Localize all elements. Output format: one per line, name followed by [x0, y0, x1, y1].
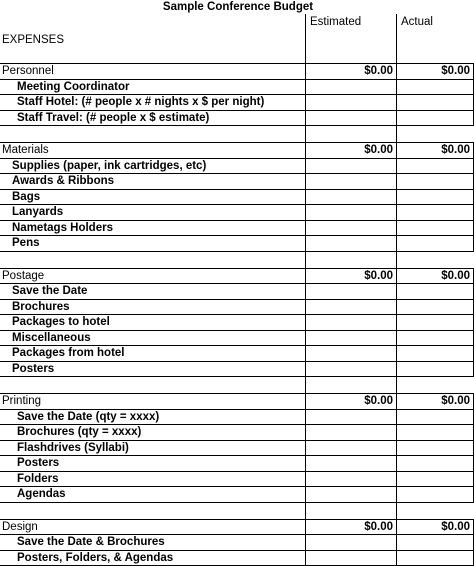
- line-item-label[interactable]: Posters: [0, 362, 305, 378]
- line-item-label[interactable]: Agendas: [0, 487, 305, 503]
- sheet-title[interactable]: Sample Conference Budget: [0, 0, 474, 14]
- spacer-row: [0, 503, 474, 519]
- estimated-cell[interactable]: [305, 346, 396, 362]
- line-item-label[interactable]: Bags: [0, 190, 305, 206]
- actual-cell[interactable]: [396, 535, 474, 551]
- actual-cell[interactable]: [396, 95, 474, 111]
- estimated-cell[interactable]: [305, 80, 396, 96]
- line-item-row: [0, 221, 474, 237]
- group-name[interactable]: Personnel: [0, 64, 305, 80]
- line-item-label[interactable]: Save the Date: [0, 284, 305, 300]
- blank-cell[interactable]: [396, 503, 474, 519]
- line-item-label[interactable]: Save the Date & Brochures: [0, 535, 305, 551]
- blank-cell[interactable]: [305, 252, 396, 268]
- actual-cell[interactable]: [396, 111, 474, 127]
- line-item-row: [0, 190, 474, 206]
- line-item-label[interactable]: Save the Date (qty = xxxx): [0, 410, 305, 426]
- line-item-label[interactable]: Packages from hotel: [0, 346, 305, 362]
- estimated-cell[interactable]: [305, 535, 396, 551]
- line-item-row: [0, 535, 474, 551]
- line-item-label[interactable]: Packages to hotel: [0, 315, 305, 331]
- estimated-cell[interactable]: [305, 472, 396, 488]
- line-item-row: [0, 159, 474, 175]
- line-item-row: [0, 425, 474, 441]
- group-header-row: [0, 393, 474, 410]
- line-item-label[interactable]: Supplies (paper, ink cartridges, etc): [0, 159, 305, 175]
- line-item-label[interactable]: Staff Hotel: (# people x # nights x $ per night): [0, 95, 305, 111]
- spacer-row: [0, 252, 474, 268]
- expenses-label-row: [0, 31, 474, 49]
- line-item-row: [0, 346, 474, 362]
- spacer-row: [0, 377, 474, 393]
- line-item-row: [0, 472, 474, 488]
- column-header-row: [0, 14, 474, 31]
- actual-cell[interactable]: [396, 284, 474, 300]
- expenses-label[interactable]: EXPENSES: [0, 31, 305, 49]
- actual-cell[interactable]: $0.00: [396, 143, 474, 159]
- actual-cell[interactable]: $0.00: [396, 520, 474, 536]
- line-item-row: [0, 111, 474, 127]
- actual-cell[interactable]: $0.00: [396, 269, 474, 285]
- actual-cell[interactable]: [396, 205, 474, 221]
- line-item-row: [0, 205, 474, 221]
- line-item-label[interactable]: Flashdrives (Syllabi): [0, 441, 305, 457]
- actual-cell[interactable]: $0.00: [396, 64, 474, 80]
- blank-cell[interactable]: [305, 377, 396, 393]
- group-header-row: [0, 142, 474, 159]
- actual-cell[interactable]: [396, 456, 474, 472]
- estimated-cell[interactable]: [305, 300, 396, 316]
- estimated-cell[interactable]: [305, 221, 396, 237]
- estimated-cell[interactable]: [305, 456, 396, 472]
- line-item-row: [0, 487, 474, 503]
- line-item-label[interactable]: Meeting Coordinator: [0, 80, 305, 96]
- estimated-cell[interactable]: [305, 315, 396, 331]
- estimated-cell[interactable]: [305, 362, 396, 378]
- line-item-label[interactable]: Folders: [0, 472, 305, 488]
- line-item-row: [0, 410, 474, 426]
- blank-cell[interactable]: [396, 377, 474, 393]
- actual-cell[interactable]: $0.00: [396, 394, 474, 410]
- line-item-row: [0, 284, 474, 300]
- actual-cell[interactable]: [396, 174, 474, 190]
- estimated-cell[interactable]: $0.00: [305, 269, 396, 285]
- line-item-label[interactable]: Awards & Ribbons: [0, 174, 305, 190]
- estimated-cell[interactable]: [305, 159, 396, 175]
- estimated-cell[interactable]: $0.00: [305, 64, 396, 80]
- group-name[interactable]: Postage: [0, 269, 305, 285]
- line-item-row: [0, 362, 474, 378]
- actual-cell[interactable]: [396, 362, 474, 378]
- estimated-cell[interactable]: $0.00: [305, 143, 396, 159]
- line-item-label[interactable]: Lanyards: [0, 205, 305, 221]
- spacer-row: [0, 49, 474, 63]
- actual-cell[interactable]: [396, 331, 474, 347]
- line-item-row: [0, 300, 474, 316]
- group-header-row: [0, 63, 474, 80]
- spacer-row: [0, 126, 474, 142]
- line-item-label[interactable]: Pens: [0, 236, 305, 252]
- line-item-row: [0, 95, 474, 111]
- estimated-cell[interactable]: [305, 95, 396, 111]
- estimated-cell[interactable]: [305, 410, 396, 426]
- group-name[interactable]: Design: [0, 520, 305, 536]
- estimated-cell[interactable]: [305, 487, 396, 503]
- line-item-row: [0, 456, 474, 472]
- estimated-cell[interactable]: [305, 111, 396, 127]
- blank-cell[interactable]: [396, 126, 474, 142]
- blank-cell[interactable]: [396, 49, 474, 63]
- line-item-row: [0, 441, 474, 457]
- actual-cell[interactable]: [396, 410, 474, 426]
- actual-cell[interactable]: [396, 159, 474, 175]
- estimated-header[interactable]: Estimated: [305, 14, 396, 31]
- estimated-cell[interactable]: [305, 425, 396, 441]
- estimated-cell[interactable]: [305, 331, 396, 347]
- title-row: [0, 0, 474, 14]
- line-item-label[interactable]: Staff Travel: (# people x $ estimate): [0, 111, 305, 127]
- estimated-cell[interactable]: [305, 441, 396, 457]
- line-item-row: [0, 315, 474, 331]
- actual-cell[interactable]: [396, 236, 474, 252]
- blank-cell[interactable]: [396, 252, 474, 268]
- estimated-cell[interactable]: [305, 205, 396, 221]
- line-item-label[interactable]: Brochures: [0, 300, 305, 316]
- blank-cell[interactable]: [396, 31, 474, 49]
- actual-cell[interactable]: [396, 441, 474, 457]
- line-item-label[interactable]: Brochures (qty = xxxx): [0, 425, 305, 441]
- group-header-row: [0, 519, 474, 536]
- group-name[interactable]: Materials: [0, 143, 305, 159]
- line-item-row: [0, 331, 474, 347]
- estimated-cell[interactable]: $0.00: [305, 394, 396, 410]
- estimated-cell[interactable]: [305, 284, 396, 300]
- actual-header[interactable]: Actual: [396, 14, 474, 31]
- actual-cell[interactable]: [396, 315, 474, 331]
- line-item-label[interactable]: Nametags Holders: [0, 221, 305, 237]
- blank-cell[interactable]: [305, 126, 396, 142]
- actual-cell[interactable]: [396, 190, 474, 206]
- estimated-cell[interactable]: [305, 236, 396, 252]
- line-item-label[interactable]: Posters: [0, 456, 305, 472]
- blank-cell[interactable]: [305, 49, 396, 63]
- blank-cell[interactable]: [305, 31, 396, 49]
- line-item-row: [0, 236, 474, 252]
- actual-cell[interactable]: [396, 300, 474, 316]
- line-item-label[interactable]: Posters, Folders, & Agendas: [0, 551, 305, 566]
- group-header-row: [0, 268, 474, 285]
- expense-groups: [0, 49, 474, 566]
- line-item-row: [0, 174, 474, 190]
- estimated-cell[interactable]: [305, 174, 396, 190]
- line-item-label[interactable]: Miscellaneous: [0, 331, 305, 347]
- actual-cell[interactable]: [396, 346, 474, 362]
- actual-cell[interactable]: [396, 221, 474, 237]
- actual-cell[interactable]: [396, 80, 474, 96]
- actual-cell[interactable]: [396, 472, 474, 488]
- actual-cell[interactable]: [396, 425, 474, 441]
- estimated-cell[interactable]: [305, 190, 396, 206]
- estimated-cell[interactable]: $0.00: [305, 520, 396, 536]
- actual-cell[interactable]: [396, 487, 474, 503]
- group-name[interactable]: Printing: [0, 394, 305, 410]
- line-item-row: [0, 80, 474, 96]
- blank-cell[interactable]: [305, 503, 396, 519]
